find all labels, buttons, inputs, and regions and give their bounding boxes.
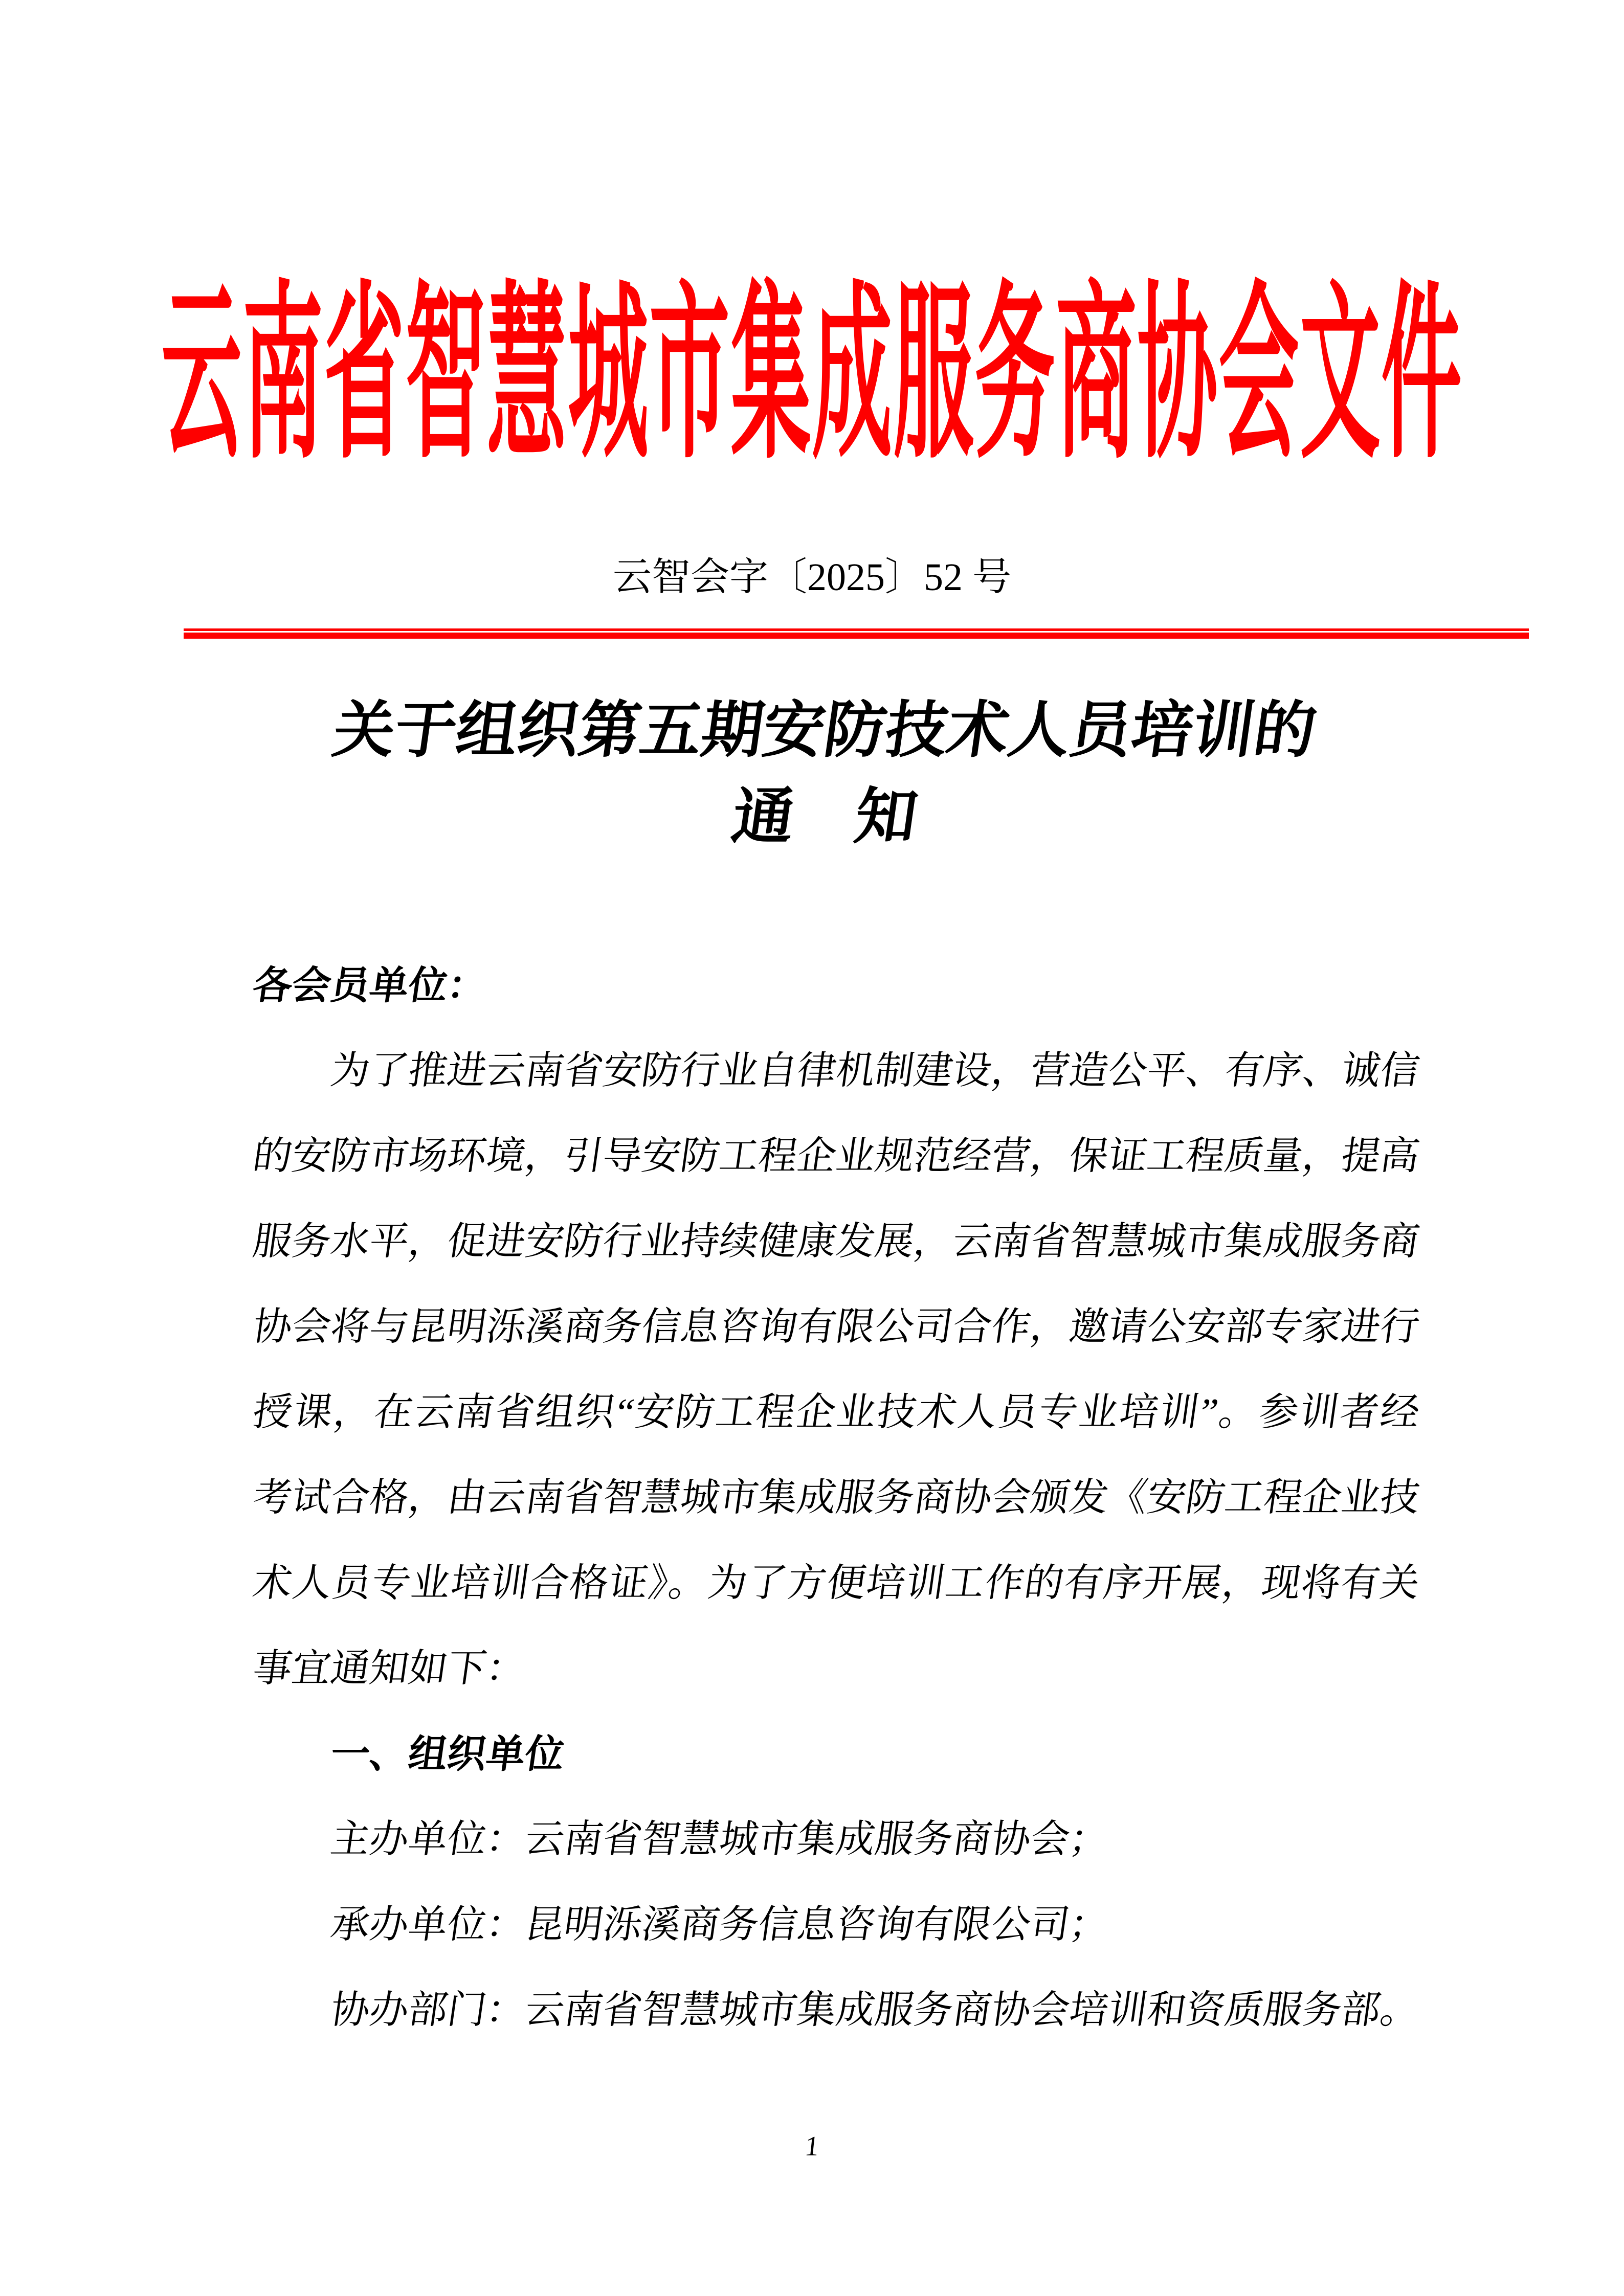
body-line: 授课，在云南省组织“安防工程企业技术人员专业培训”。参训者经 bbox=[250, 1391, 1422, 1434]
co-organizer-line: 协办部门：云南省智慧城市集成服务商协会培训和资质服务部。 bbox=[328, 1989, 1422, 2032]
body-line: 协会将与昆明泺溪商务信息咨询有限公司合作，邀请公安部专家进行 bbox=[250, 1305, 1422, 1348]
section-heading: 一、组织单位 bbox=[328, 1732, 567, 1776]
body-line: 为了推进云南省安防行业自律机制建设，营造公平、有序、诚信 bbox=[328, 1049, 1422, 1092]
body-text-block bbox=[250, 943, 1422, 2053]
notice-title bbox=[0, 687, 1624, 860]
body-line: 考试合格，由云南省智慧城市集成服务商协会颁发《安防工程企业技 bbox=[250, 1476, 1422, 1519]
body-line: 事宜通知如下： bbox=[250, 1647, 528, 1690]
red-separator-line-thick bbox=[184, 633, 1529, 639]
page-number: 1 bbox=[803, 2130, 821, 2162]
red-header-banner: 云南省智慧城市集成服务商协会文件 bbox=[161, 269, 1463, 481]
body-line: 的安防市场环境，引导安防工程企业规范经营，保证工程质量，提高 bbox=[250, 1135, 1422, 1178]
notice-title-line-2: 通 知 bbox=[728, 783, 922, 851]
body-line: 服务水平，促进安防行业持续健康发展，云南省智慧城市集成服务商 bbox=[250, 1220, 1422, 1263]
host-unit-line: 主办单位：云南省智慧城市集成服务商协会； bbox=[328, 1818, 1111, 1861]
body-line: 术人员专业培训合格证》。为了方便培训工作的有序开展，现将有关 bbox=[250, 1562, 1422, 1605]
organizer-unit-line: 承办单位：昆明泺溪商务信息咨询有限公司； bbox=[328, 1903, 1111, 1946]
document-number: 云智会字〔2025〕52 号 bbox=[613, 556, 1011, 599]
red-separator-line-thin bbox=[184, 628, 1529, 631]
notice-title-line-1: 关于组织第五期安防技术人员培训的 bbox=[329, 696, 1321, 764]
salutation: 各会员单位： bbox=[250, 964, 490, 1007]
